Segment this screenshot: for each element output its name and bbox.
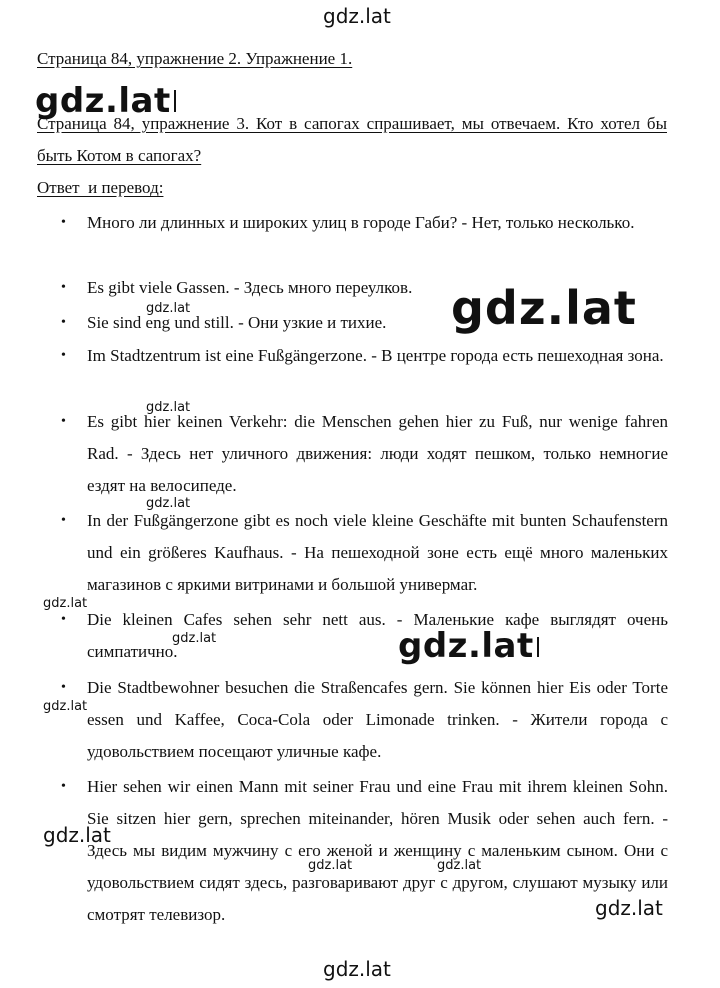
bullet-icon: •	[61, 612, 66, 627]
bullet-icon: •	[61, 414, 66, 429]
watermark-small: gdz.lat	[308, 858, 353, 873]
list-item-text: Много ли длинных и широких улиц в городе Габи? - Нет, только несколько.	[87, 213, 635, 232]
bullet-icon: •	[61, 215, 66, 230]
list-item	[61, 272, 668, 304]
watermark-small: gdz.lat	[43, 596, 88, 611]
list-item	[61, 406, 668, 502]
watermark-large-center: gdz.lat	[451, 281, 637, 335]
watermark-medium: gdz.lat	[43, 823, 111, 847]
bullet-icon: •	[61, 315, 66, 330]
exercise-heading-question-text: Страница 84, упражнение 3. Кот в сапогах спрашивает, мы отвечаем. Кто хотел бы быть Котом в сапогах?	[37, 114, 667, 165]
watermark-small: gdz.lat	[146, 496, 191, 511]
list-item	[61, 505, 668, 601]
bullet-icon: •	[61, 348, 66, 363]
bullet-icon: •	[61, 280, 66, 295]
bullet-icon: •	[61, 513, 66, 528]
watermark-text: gdz.lat	[398, 626, 534, 666]
list-item	[61, 604, 668, 668]
watermark-small: gdz.lat	[437, 858, 482, 873]
list-item-text: Es gibt viele Gassen. - Здесь много переулков.	[87, 278, 413, 297]
list-item-text: In der Fußgängerzone gibt es noch viele kleine Geschäfte mit bunten Schaufenstern und ein größeres Kaufhaus. - На пешеходной зоне есть ещё много маленьких магазинов с яркими витринами и большой универмаг.	[87, 511, 668, 594]
watermark-small: gdz.lat	[146, 301, 191, 316]
list-item-text: Es gibt hier keinen Verkehr: die Menschen gehen hier zu Fuß, nur wenige fahren Rad. - Здесь нет уличного движения: люди ходят пешком, только немногие ездят на велосипеде.	[87, 412, 668, 495]
watermark-medium: gdz.lat	[595, 896, 663, 920]
watermark-small: gdz.lat	[43, 699, 88, 714]
watermark-top: gdz.lat	[323, 4, 391, 28]
list-item	[61, 207, 668, 239]
bullet-icon: •	[61, 779, 66, 794]
watermark-small: gdz.lat	[172, 631, 217, 646]
list-item-text: Im Stadtzentrum ist eine Fußgängerzone. - В центре города есть пешеходная зона.	[87, 346, 664, 365]
list-item	[61, 307, 668, 339]
watermark-bottom: gdz.lat	[323, 957, 391, 981]
exercise-heading-question	[37, 108, 667, 172]
answer-label: Ответ и перевод:	[37, 178, 164, 197]
list-item-text: Sie sind eng und still. - Они узкие и тихие.	[87, 313, 387, 332]
watermark-text: gdz.lat	[35, 81, 171, 121]
watermark-small: gdz.lat	[146, 400, 191, 415]
list-item-text: Hier sehen wir einen Mann mit seiner Frau und eine Frau mit ihrem kleinen Sohn. Sie sitzen hier gern, sprechen miteinander, hören Musik oder sehen auch fern. - Здесь мы видим мужчину с его женой и женщину с маленьким сыном. Они с удовольствием сидят здесь, разговаривают друг с другом, слушают музыку или смотрят телевизор.	[87, 777, 668, 924]
list-item	[61, 340, 668, 372]
exercise-heading: Страница 84, упражнение 2. Упражнение 1.	[37, 49, 353, 68]
list-item-text: Die Stadtbewohner besuchen die Straßencafes gern. Sie können hier Eis oder Torte essen und Kaffee, Coca-Cola oder Limonade trinken. - Жители города с удовольствием посещают уличные кафе.	[87, 678, 668, 761]
list-item-text: Die kleinen Cafes sehen sehr nett aus. - Маленькие кафе выглядят очень симпатично.	[87, 610, 668, 661]
bullet-icon: •	[61, 680, 66, 695]
